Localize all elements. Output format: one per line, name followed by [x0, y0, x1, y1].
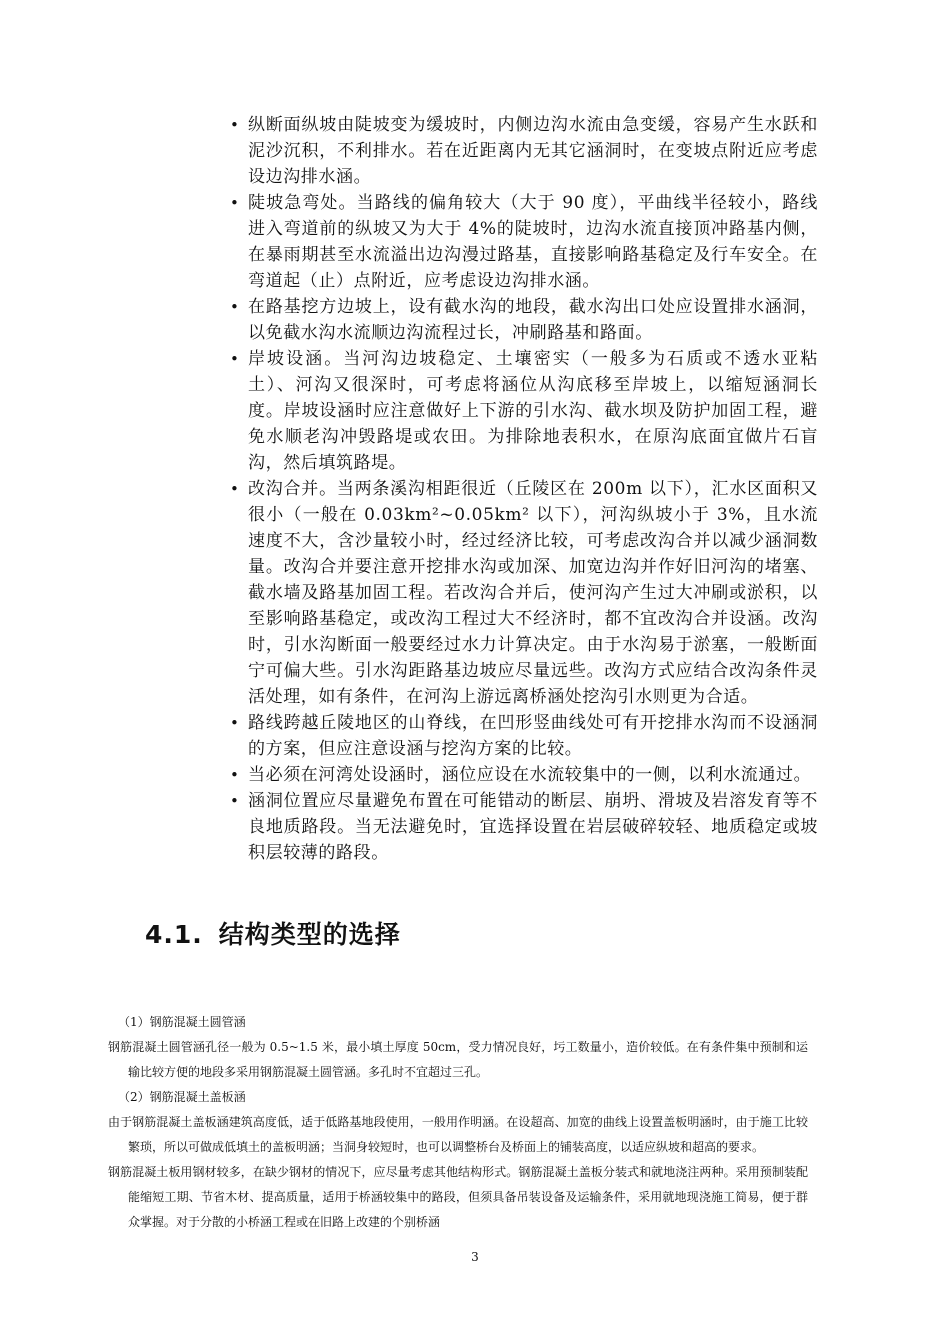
- paragraph: 由于钢筋混凝土盖板涵建筑高度低，适于低路基地段使用，一般用作明涵。在设超高、加宽的曲线上设置盖板明涵时，由于施工比较繁琐，所以可做成低填土的盖板明涵；当洞身较短时，也可以调整桥台及桥面上的铺装高度，以适应纵坡和超高的要求。: [108, 1115, 808, 1154]
- section-number: 4.1.: [145, 920, 203, 949]
- bullet-list: [228, 112, 818, 866]
- bullet-dot: •: [230, 766, 240, 784]
- bullet-text: 岸坡设涵。当河沟边坡稳定、土壤密实（一般多为石质或不透水亚粘土）、河沟又很深时，可考虑将涵位从沟底移至岸坡上，以缩短涵洞长度。岸坡设涵时应注意做好上下游的引水沟、截水坝及防护加固工程，避免水顺老沟冲毁路堤或农田。为排除地表积水，在原沟底面宜做片石盲沟，然后填筑路堤。: [248, 349, 818, 473]
- section-body: [108, 1010, 808, 1235]
- bullet-item: [228, 190, 818, 294]
- bullet-dot: •: [230, 350, 240, 368]
- bullet-dot: •: [230, 116, 240, 134]
- bullet-dot: •: [230, 792, 240, 810]
- bullet-item: [228, 112, 818, 190]
- section-heading: [145, 915, 401, 951]
- bullet-item: [228, 346, 818, 476]
- bullet-item: [228, 710, 818, 762]
- bullet-text: 当必须在河湾处设涵时，涵位应设在水流较集中的一侧，以利水流通过。: [248, 765, 812, 785]
- bullet-text: 陡坡急弯处。当路线的偏角较大（大于 90 度），平曲线半径较小，路线进入弯道前的纵坡又为大于 4%的陡坡时，边沟水流直接顶冲路基内侧，在暴雨期甚至水流溢出边沟漫过路基，直接影响路基稳定及行车安全。在弯道起（止）点附近，应考虑设边沟排水涵。: [248, 193, 818, 291]
- paragraph: 钢筋混凝土圆管涵孔径一般为 0.5~1.5 米，最小填土厚度 50cm，受力情况良好，圬工数量小，造价较低。在有条件集中预制和运输比较方便的地段多采用钢筋混凝土圆管涵。多孔时不宜超过三孔。: [108, 1040, 808, 1079]
- bullet-dot: •: [230, 298, 240, 316]
- bullet-dot: •: [230, 714, 240, 732]
- bullet-text: 纵断面纵坡由陡坡变为缓坡时，内侧边沟水流由急变缓，容易产生水跃和泥沙沉积，不利排水。若在近距离内无其它涵洞时，在变坡点附近应考虑设边沟排水涵。: [248, 115, 818, 187]
- bullet-dot: •: [230, 480, 240, 498]
- bullet-dot: •: [230, 194, 240, 212]
- subsection-label: （2）钢筋混凝土盖板涵: [118, 1090, 246, 1104]
- bullet-text: 改沟合并。当两条溪沟相距很近（丘陵区在 200m 以下），汇水区面积又很小（一般在 0.03km²~0.05km² 以下），河沟纵坡小于 3%，且水流速度不大，含沙量较小时，经过经济比较，可考虑改沟合并以减少涵洞数量。改沟合并要注意开挖排水沟或加深、加宽边沟并作好旧河沟的堵塞、截水墙及路基加固工程。若改沟合并后，使河沟产生过大冲刷或淤积，以至影响路基稳定，或改沟工程过大不经济时，都不宜改沟合并设涵。改沟时，引水沟断面一般要经过水力计算决定。由于水沟易于淤塞，一般断面宁可偏大些。引水沟距路基边坡应尽量远些。改沟方式应结合改沟条件灵活处理，如有条件，在河沟上游远离桥涵处挖沟引水则更为合适。: [248, 479, 818, 707]
- paragraph: 钢筋混凝土板用钢材较多，在缺少钢材的情况下，应尽量考虑其他结构形式。钢筋混凝土盖板分装式和就地浇注两种。采用预制装配能缩短工期、节省木材、提高质量，适用于桥涵较集中的路段，但须具备吊装设备及运输条件，采用就地现浇施工简易，便于群众掌握。对于分散的小桥涵工程或在旧路上改建的个别桥涵: [108, 1165, 808, 1229]
- section-title: 结构类型的选择: [218, 920, 401, 949]
- bullet-item: [228, 788, 818, 866]
- bullet-text: 涵洞位置应尽量避免布置在可能错动的断层、崩坍、滑坡及岩溶发育等不良地质路段。当无法避免时，宜选择设置在岩层破碎较轻、地质稳定或坡积层较薄的路段。: [248, 791, 818, 863]
- bullet-item: [228, 476, 818, 710]
- bullet-item: [228, 762, 818, 788]
- bullet-text: 在路基挖方边坡上，设有截水沟的地段，截水沟出口处应设置排水涵洞，以免截水沟水流顺边沟流程过长，冲刷路基和路面。: [248, 297, 818, 343]
- bullet-text: 路线跨越丘陵地区的山脊线，在凹形竖曲线处可有开挖排水沟而不设涵洞的方案，但应注意设涵与挖沟方案的比较。: [248, 713, 818, 759]
- subsection-label: （1）钢筋混凝土圆管涵: [118, 1015, 246, 1029]
- page-number: 3: [471, 1250, 479, 1264]
- bullet-item: [228, 294, 818, 346]
